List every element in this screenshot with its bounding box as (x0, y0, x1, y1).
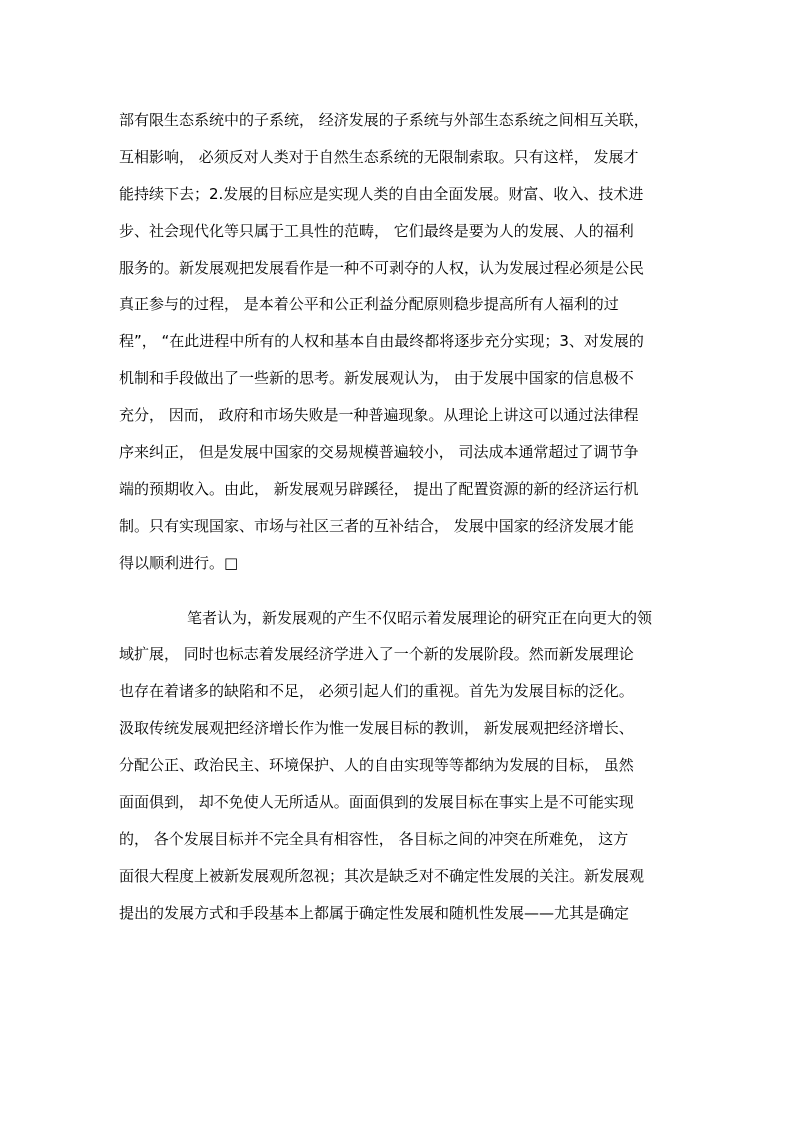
text-line: 程”， “在此进程中所有的人权和基本自由最终都将逐步充分实现；3、对发展的 (119, 332, 644, 351)
text-line: 分配公正、政治民主、环境保护、人的自由实现等等都纳为发展的目标， 虽然 (119, 756, 634, 775)
text-line: 端的预期收入。由此， 新发展观另辟蹊径， 提出了配置资源的新的经济运行机 (119, 479, 639, 498)
text-line-first-indented: 笔者认为，新发展观的产生不仅昭示着发展理论的研究正在向更大的领 (187, 608, 653, 627)
text-line: 域扩展， 同时也标志着发展经济学进入了一个新的发展阶段。然而新发展理论 (119, 645, 634, 664)
text-line: 服务的。新发展观把发展看作是一种不可剥夺的人权，认为发展过程必须是公民 (119, 258, 645, 277)
body-text (119, 102, 699, 932)
text-line: 真正参与的过程， 是本着公平和公正利益分配原则稳步提高所有人福利的过 (119, 295, 619, 314)
paragraph-1 (119, 102, 699, 582)
text-line: 互相影响， 必须反对人类对于自然生态系统的无限制索取。只有这样， 发展才 (119, 147, 639, 166)
text-line: 充分， 因而， 政府和市场失败是一种普遍现象。从理论上讲这可以通过法律程 (119, 406, 639, 425)
text-line: 制。只有实现国家、市场与社区三者的互补结合， 发展中国家的经济发展才能 (119, 516, 634, 535)
paragraph-spacing (119, 582, 699, 600)
text-line: 序来纠正， 但是发展中国家的交易规模普遍较小， 司法成本通常超过了调节争 (119, 443, 639, 462)
text-line: 提出的发展方式和手段基本上都属于确定性发展和随机性发展——尤其是确定 (119, 903, 630, 922)
paragraph-2 (119, 600, 699, 932)
text-line: 面很大程度上被新发展观所忽视；其次是缺乏对不确定性发展的关注。新发展观 (119, 866, 645, 885)
text-line: 汲取传统发展观把经济增长作为惟一发展目标的教训， 新发展观把经济增长、 (119, 719, 634, 738)
text-line: 能持续下去；2.发展的目标应是实现人类的自由全面发展。财富、收入、技术进 (119, 184, 644, 203)
text-line: 得以顺利进行。□ (119, 553, 239, 572)
text-line: 步、社会现代化等只属于工具性的范畴， 它们最终是要为人的发展、人的福利 (119, 221, 634, 240)
text-line: 也存在着诸多的缺陷和不足， 必须引起人们的重视。首先为发展目标的泛化。 (119, 682, 634, 701)
text-line: 面面俱到， 却不免使人无所适从。面面俱到的发展目标在事实上是不可能实现 (119, 793, 634, 812)
text-line: 的， 各个发展目标并不完全具有相容性， 各目标之间的冲突在所难免， 这方 (119, 829, 629, 848)
text-line: 部有限生态系统中的子系统， 经济发展的子系统与外部生态系统之间相互关联， (119, 111, 649, 129)
text-line: 机制和手段做出了一些新的思考。新发展观认为， 由于发展中国家的信息极不 (119, 369, 634, 388)
